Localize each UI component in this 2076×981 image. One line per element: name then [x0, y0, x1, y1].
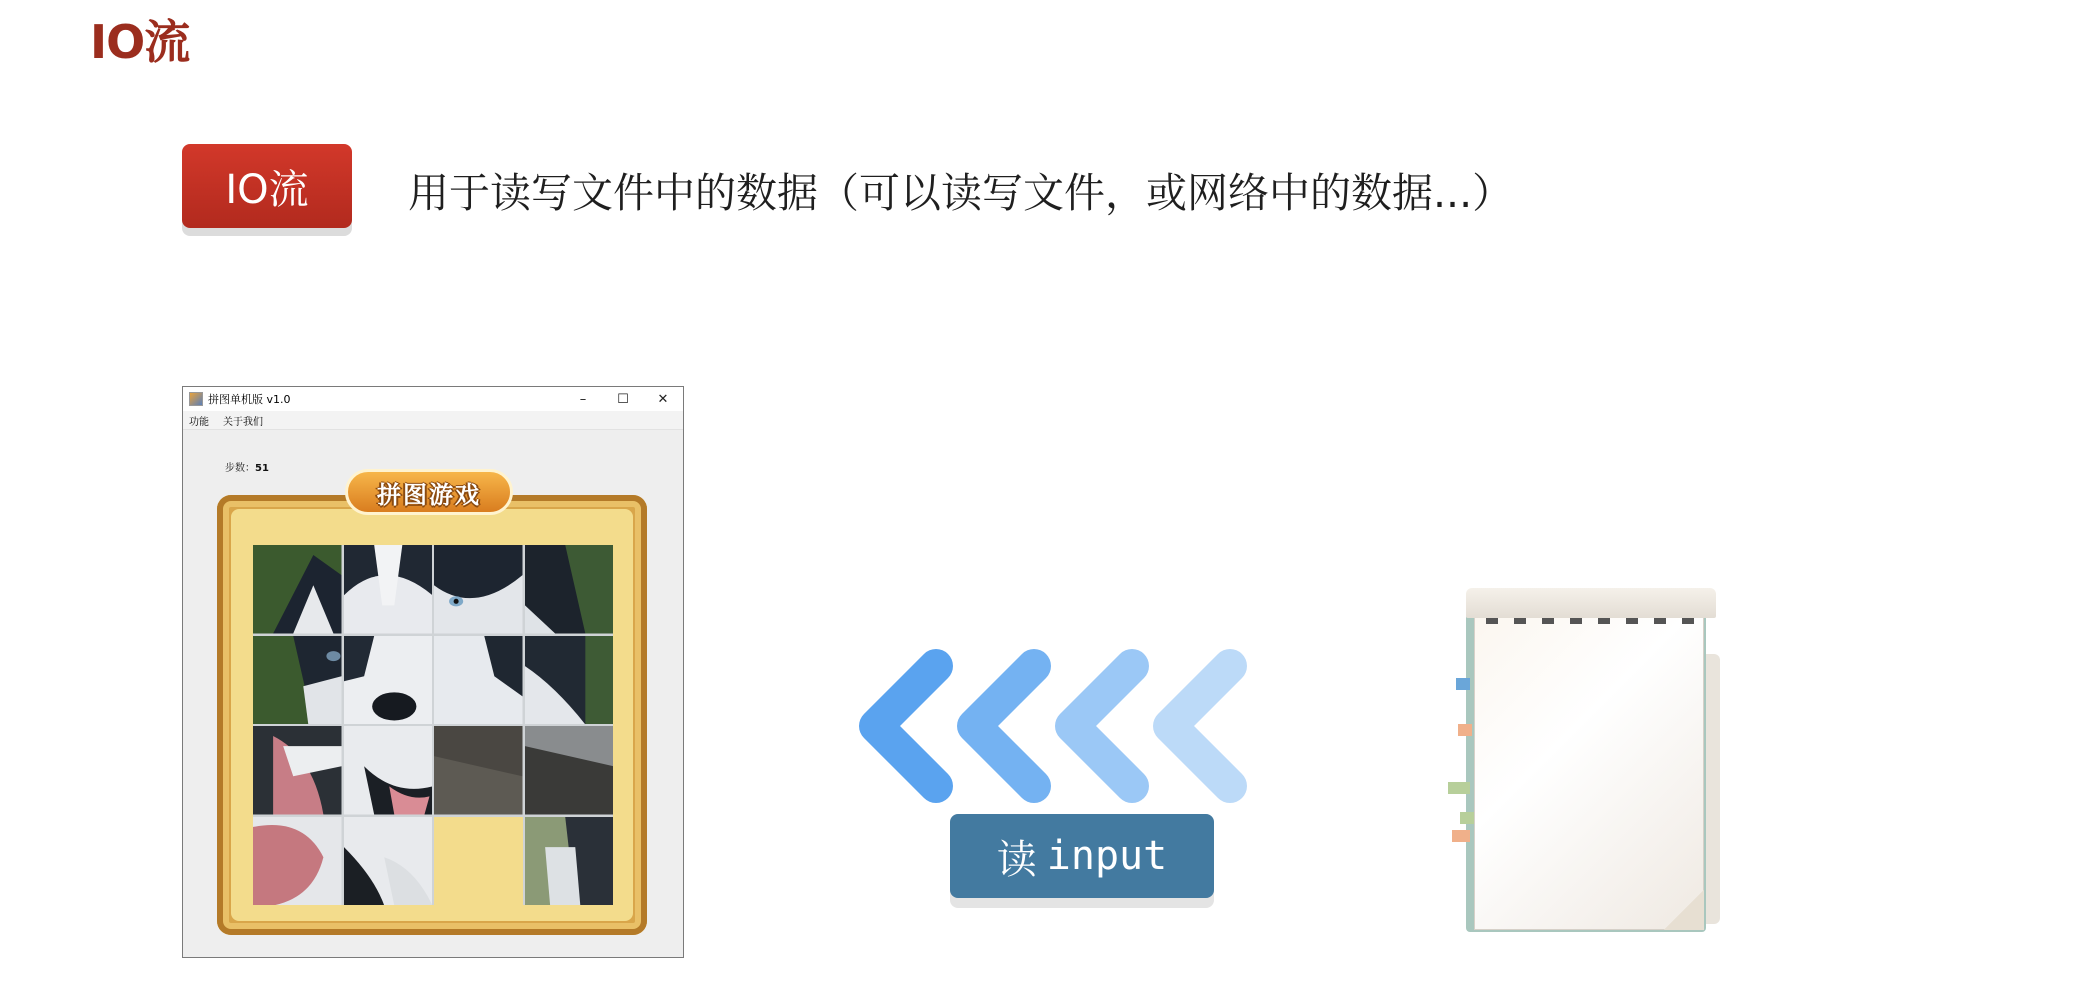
- puzzle-tile[interactable]: [253, 817, 342, 906]
- puzzle-tile[interactable]: [344, 545, 433, 634]
- chevron-left-icon: [1072, 666, 1132, 786]
- read-word: input: [1046, 833, 1168, 879]
- puzzle-empty-tile[interactable]: [434, 817, 523, 906]
- read-direction-arrows: [856, 646, 1256, 806]
- read-char: 读: [996, 836, 1037, 883]
- chevron-left-icon: [1170, 666, 1230, 786]
- puzzle-tile[interactable]: [525, 545, 614, 634]
- menu-function[interactable]: 功能: [189, 416, 209, 428]
- io-badge: IO流: [182, 144, 352, 228]
- puzzle-grid: [253, 545, 613, 905]
- page-title: IO流: [90, 15, 190, 69]
- close-button[interactable]: ✕: [657, 391, 669, 407]
- chevron-left-icon: [876, 666, 936, 786]
- puzzle-tile[interactable]: [434, 636, 523, 725]
- window-titlebar[interactable]: [183, 387, 683, 411]
- puzzle-tile[interactable]: [253, 726, 342, 815]
- notebook-icon: [1446, 584, 1726, 944]
- read-input-label: [950, 814, 1214, 898]
- puzzle-tile[interactable]: [525, 726, 614, 815]
- puzzle-tile[interactable]: [525, 636, 614, 725]
- puzzle-tile[interactable]: [253, 545, 342, 634]
- step-counter: [225, 459, 269, 474]
- steps-label: 步数：: [225, 463, 255, 474]
- window-title: 拼图单机版 v1.0: [208, 393, 291, 406]
- minimize-button[interactable]: –: [579, 391, 587, 407]
- steps-value: 51: [255, 463, 269, 474]
- puzzle-tile[interactable]: [434, 545, 523, 634]
- menu-bar: [183, 411, 683, 430]
- game-title-banner: 拼图游戏: [345, 469, 513, 515]
- chevron-left-icon: [974, 666, 1034, 786]
- puzzle-tile[interactable]: [525, 817, 614, 906]
- maximize-button[interactable]: ☐: [617, 391, 629, 407]
- puzzle-tile[interactable]: [253, 636, 342, 725]
- puzzle-tile[interactable]: [344, 636, 433, 725]
- menu-about-us[interactable]: 关于我们: [223, 416, 263, 428]
- puzzle-app-window: [182, 386, 684, 958]
- puzzle-tile[interactable]: [434, 726, 523, 815]
- app-icon: [189, 392, 203, 406]
- puzzle-tile[interactable]: [344, 726, 433, 815]
- description-text: 用于读写文件中的数据（可以读写文件，或网络中的数据...）: [408, 169, 1514, 217]
- puzzle-tile[interactable]: [344, 817, 433, 906]
